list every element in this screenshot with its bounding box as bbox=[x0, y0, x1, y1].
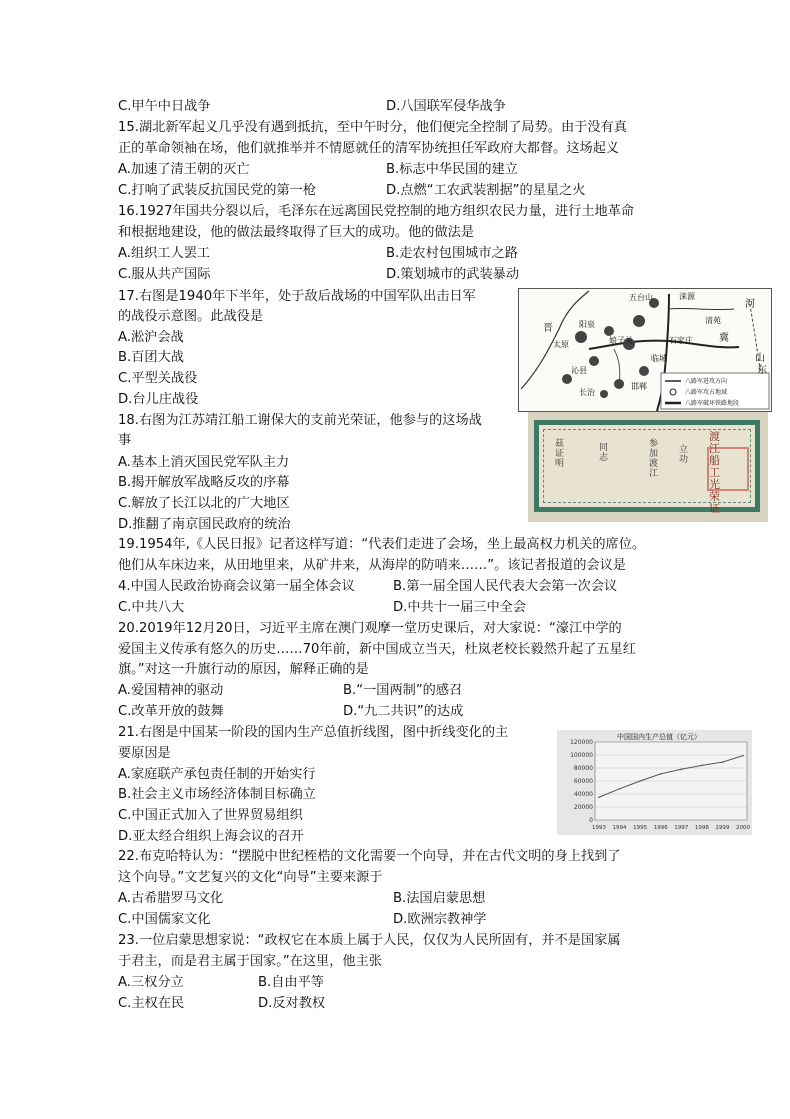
q23-stem-line1: 23.一位启蒙思想家说：“政权它在本质上属于人民，仅仅为人民所固有，并不是国家属 bbox=[118, 933, 621, 948]
q21-stem-line2: 要原因是 bbox=[118, 746, 171, 761]
gdp-data-point bbox=[701, 765, 703, 767]
map-label: 晋 bbox=[543, 323, 553, 334]
certificate-text: 参加渡江 bbox=[649, 439, 659, 479]
q22-stem-line1: 22.布克哈特认为：“摆脱中世纪桎梏的文化需要一个向导，并在古代文明的身上找到了 bbox=[118, 849, 621, 864]
q17-option-a: A.淞沪会战 bbox=[118, 330, 184, 345]
q20-option-d: D.“九二共识”的达成 bbox=[343, 704, 464, 719]
map-label: 石家庄 bbox=[669, 336, 693, 345]
q16-option-c: C.服从共产国际 bbox=[118, 267, 211, 282]
y-tick-label: 120000 bbox=[570, 739, 593, 746]
q19-stem-line2: 他们从车床边来，从田地里来，从矿井来，从海岸的防哨来……”。该记者报道的会议是 bbox=[118, 558, 626, 573]
gdp-line-chart-figure bbox=[557, 730, 752, 835]
map-label: 长治 bbox=[579, 388, 595, 397]
q17-option-b: B.百团大战 bbox=[118, 350, 184, 365]
x-tick-label: 1994 bbox=[612, 825, 627, 831]
q16-stem-line2: 和根据地建设，他的做法最终取得了巨大的成功。他的做法是 bbox=[118, 225, 475, 240]
certificate-text: 兹证明 bbox=[555, 439, 565, 469]
x-tick-label: 2000 bbox=[736, 825, 750, 831]
q22-option-c: C.中国儒家文化 bbox=[118, 912, 211, 927]
q15-stem-line1: 15.湖北新军起义几乎没有遇到抵抗，至中午时分，他们便完全控制了局势。由于没有真 bbox=[118, 120, 627, 135]
gdp-data-point bbox=[660, 773, 662, 775]
q14-option-d: D.八国联军侵华战争 bbox=[386, 99, 506, 114]
q18-option-c: C.解放了长江以北的广大地区 bbox=[118, 496, 290, 511]
q21-stem-line1: 21.右图是中国某一阶段的国内生产总值折线图，图中折线变化的主 bbox=[118, 725, 509, 740]
q23-option-c: C.主权在民 bbox=[118, 996, 185, 1011]
q19-option-a: 4.中国人民政治协商会议第一届全体会议 bbox=[118, 579, 355, 594]
map-label: 冀 bbox=[719, 333, 729, 344]
map-legend-item: 八路军破坏铁路地段 bbox=[685, 400, 740, 407]
y-tick-label: 100000 bbox=[570, 752, 593, 759]
q20-stem-line1: 20.2019年12月20日，习近平主席在澳门观摩一堂历史课后，对大家说：“濠江中学的 bbox=[118, 621, 622, 636]
q22-option-b: B.法国启蒙思想 bbox=[393, 891, 486, 906]
gdp-data-point bbox=[742, 755, 744, 757]
q16-option-a: A.组织工人罢工 bbox=[118, 246, 211, 261]
q16-option-b: B.走农村包围城市之路 bbox=[386, 246, 518, 261]
gdp-data-point bbox=[639, 780, 641, 782]
q20-option-c: C.改革开放的鼓舞 bbox=[118, 704, 224, 719]
q23-option-d: D.反对教权 bbox=[258, 996, 326, 1011]
y-tick-label: 0 bbox=[589, 817, 593, 824]
q18-option-a: A.基本上消灭国民党军队主力 bbox=[118, 455, 290, 470]
q17-option-d: D.台儿庄战役 bbox=[118, 392, 199, 407]
q18-stem-line1: 18.右图为江苏靖江船工谢保大的支前光荣证，他参与的这场战 bbox=[118, 413, 482, 428]
certificate-stamp bbox=[707, 447, 749, 491]
map-label: 清苑 bbox=[705, 316, 721, 325]
q19-stem-line1: 19.1954年,《人民日报》记者这样写道：“代表们走进了会场，坐上最高权力机关的席位。 bbox=[118, 537, 646, 552]
q18-option-b: B.揭开解放军战略反攻的序幕 bbox=[118, 475, 290, 490]
gdp-data-point bbox=[680, 769, 682, 771]
gdp-data-point bbox=[722, 761, 724, 763]
q18-option-d: D.推翻了南京国民政府的统治 bbox=[118, 517, 291, 532]
q17-option-c: C.平型关战役 bbox=[118, 371, 198, 386]
x-tick-label: 1995 bbox=[633, 825, 648, 831]
map-label: 太原 bbox=[553, 340, 569, 349]
q18-stem-line2: 事 bbox=[118, 433, 132, 448]
q19-option-d: D.中共十一届三中全会 bbox=[393, 600, 527, 615]
battle-map-drawing bbox=[519, 289, 771, 411]
q17-stem-line2: 的战役示意图。此战役是 bbox=[118, 309, 264, 324]
y-tick-label: 20000 bbox=[573, 804, 593, 811]
q21-option-c: C.中国正式加入了世界贸易组织 bbox=[118, 808, 303, 823]
q16-option-d: D.策划城市的武装暴动 bbox=[386, 267, 520, 282]
q23-option-a: A.三权分立 bbox=[118, 975, 184, 990]
q21-option-a: A.家庭联产承包责任制的开始实行 bbox=[118, 767, 316, 782]
q15-stem-line2: 正的革命领袖在场，他们就推举并不情愿就任的清军协统担任军政府大都督。这场起义 bbox=[118, 141, 620, 156]
q15-option-c: C.打响了武装反抗国民党的第一枪 bbox=[118, 183, 317, 198]
map-label: 临城 bbox=[651, 354, 667, 363]
q15-option-b: B.标志中华民国的建立 bbox=[386, 162, 518, 177]
map-label: 阳泉 bbox=[579, 320, 595, 329]
q16-stem-line1: 16.1927年国共分裂以后，毛泽东在远离国民党控制的地方组织农民力量，进行土地革命 bbox=[118, 204, 635, 219]
gdp-chart-plot bbox=[557, 730, 752, 835]
q22-option-d: D.欧洲宗教神学 bbox=[393, 912, 487, 927]
q19-option-b: B.第一届全国人民代表大会第一次会议 bbox=[393, 579, 618, 594]
x-tick-label: 1999 bbox=[715, 825, 730, 831]
certificate-text: 立功 bbox=[679, 445, 689, 465]
certificate-title: 渡江船工光荣证 bbox=[709, 430, 720, 515]
y-tick-label: 60000 bbox=[573, 778, 593, 785]
battle-map-figure bbox=[518, 288, 772, 412]
gdp-data-point bbox=[598, 796, 600, 798]
q21-option-d: D.亚太经合组织上海会议的召开 bbox=[118, 829, 304, 844]
q21-option-b: B.社会主义市场经济体制目标确立 bbox=[118, 787, 316, 802]
map-legend-item: 八路军进攻方向 bbox=[685, 378, 728, 385]
gdp-data-point bbox=[619, 788, 621, 790]
honor-certificate-figure bbox=[528, 412, 768, 522]
q23-stem-line2: 于君主，而是君主属于国家。”在这里，他主张 bbox=[118, 954, 382, 969]
certificate-text: 同志 bbox=[599, 443, 609, 463]
map-label: 五台山 bbox=[629, 293, 653, 302]
map-label: 邯郸 bbox=[631, 382, 647, 391]
x-tick-label: 1996 bbox=[653, 825, 668, 831]
chart-title: 中国国内生产总值（亿元） bbox=[617, 733, 701, 741]
q15-option-a: A.加速了清王朝的灭亡 bbox=[118, 162, 250, 177]
q17-stem-line1: 17.右图是1940年下半年，处于敌后战场的中国军队出击日军 bbox=[118, 289, 476, 304]
q20-option-a: A.爱国精神的驱动 bbox=[118, 683, 224, 698]
x-tick-label: 1997 bbox=[674, 825, 689, 831]
q14-option-c: C.甲午中日战争 bbox=[118, 99, 211, 114]
x-tick-label: 1993 bbox=[592, 825, 606, 831]
q19-option-c: C.中共八大 bbox=[118, 600, 185, 615]
map-label: 沁县 bbox=[571, 366, 587, 375]
x-tick-label: 1998 bbox=[694, 825, 709, 831]
q23-option-b: B.自由平等 bbox=[258, 975, 324, 990]
map-label: 河 bbox=[745, 299, 755, 310]
map-label: 山 bbox=[755, 353, 765, 364]
q22-stem-line2: 这个向导。”文艺复兴的文化“向导”主要来源于 bbox=[118, 870, 383, 885]
q22-option-a: A.古希腊罗马文化 bbox=[118, 891, 224, 906]
map-label: 娘子关 bbox=[609, 336, 633, 345]
q15-option-d: D.点燃“工农武装割据”的星星之火 bbox=[386, 183, 586, 198]
q20-option-b: B.“一国两制”的感召 bbox=[343, 683, 463, 698]
y-tick-label: 80000 bbox=[573, 765, 593, 772]
certificate-paper bbox=[534, 420, 760, 515]
map-label: 涞源 bbox=[679, 292, 695, 301]
y-tick-label: 40000 bbox=[573, 791, 593, 798]
map-label: 东 bbox=[757, 365, 767, 376]
q20-stem-line3: 旗。”对这一升旗行动的原因，解释正确的是 bbox=[118, 662, 369, 677]
map-legend-item: 八路军攻占地域 bbox=[685, 389, 728, 396]
q20-stem-line2: 爱国主义传承有悠久的历史……70年前，新中国成立当天，杜岚老校长毅然升起了五星红 bbox=[118, 642, 636, 657]
